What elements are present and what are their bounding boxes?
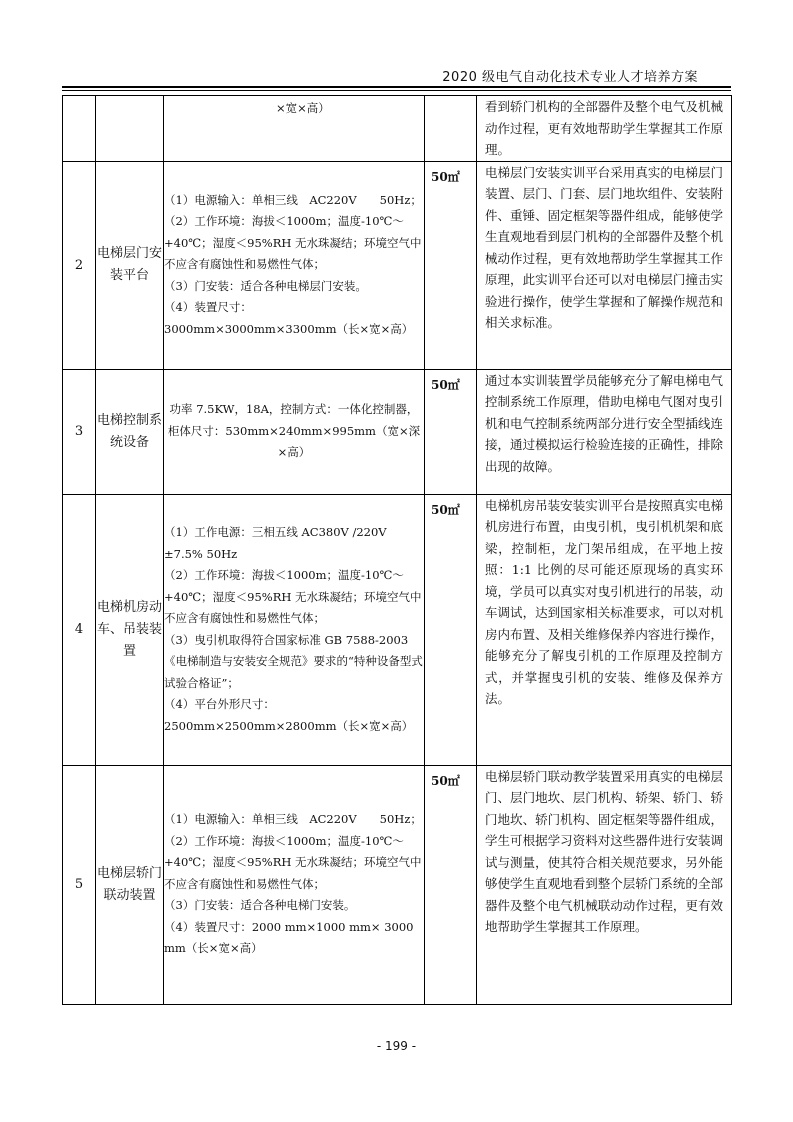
equipment-specs: [164, 494, 425, 765]
equipment-description: 电梯层门安装实训平台采用真实的电梯层门装置、层门、门套、层门地坎组件、安装附件、重锤、固定框架等器件组成，能够使学生直观地看到层门机构的全部器件及整个机械动作过程，更有效地帮助学生掌握其工作原理，此实训平台还可以对电梯层门撞击实验进行操作，使学生掌握和了解操作规范和相关求标准。: [477, 161, 732, 369]
equipment-name: 电梯机房动车、吊装装置: [96, 494, 164, 765]
area: [425, 96, 477, 162]
equipment-table: [62, 95, 732, 1005]
row-index: 2: [63, 161, 96, 369]
spec-line: （3）门安装：适合各种电梯层门安装。: [164, 278, 367, 293]
spec-line: （2）工作环境：海拔＜1000m；温度-10℃～+40℃；湿度＜95%RH 无水珠凝结；环境空气中不应含有腐蚀性和易燃性气体；: [164, 214, 422, 272]
spec-line: （4）装置尺寸：2000 mm×1000 mm× 3000 mm（长×宽×高）: [164, 919, 414, 956]
equipment-name: 电梯层门安装平台: [96, 161, 164, 369]
spec-line: ×宽×高）: [276, 101, 330, 115]
equipment-specs: [164, 369, 425, 494]
row-index: 3: [63, 369, 96, 494]
spec-line: （4）平台外形尺寸：2500mm×2500mm×2800mm（长×宽×高）: [164, 697, 414, 733]
equipment-description: 电梯层轿门联动教学装置采用真实的电梯层门、层门地坎、层门机构、轿架、轿门、轿门地坎、轿门机构、固定框架等器件组成，学生可根据学习资料对这些器件进行安装调试与测量，使其符合相关规范要求，另外能够使学生直观地看到整个层轿门系统的全部器件及整个电气机械联动动作过程，更有效地帮助学生掌握其工作原理。: [477, 765, 732, 1004]
page-number: - 199 -: [376, 1039, 417, 1053]
equipment-description: 通过本实训装置学员能够充分了解电梯电气控制系统工作原理，借助电梯电气图对曳引机和电气控制系统两部分进行安全型插线连接，通过模拟运行检验连接的正确性，排除出现的故障。: [477, 369, 732, 494]
area: 50㎡: [425, 494, 477, 765]
row-index: 4: [63, 494, 96, 765]
equipment-name: 电梯控制系统设备: [96, 369, 164, 494]
spec-line: （3）曳引机取得符合国家标准 GB 7588-2003《电梯制造与安装安全规范》要求的“特种设备型式试验合格证”；: [164, 632, 423, 690]
equipment-name: [96, 96, 164, 162]
table-row: [63, 369, 732, 494]
spec-line: （2）工作环境：海拔＜1000m；温度-10℃～+40℃；湿度＜95%RH 无水珠凝结；环境空气中不应含有腐蚀性和易燃性气体；: [164, 833, 422, 891]
area: 50㎡: [425, 765, 477, 1004]
area: 50㎡: [425, 161, 477, 369]
equipment-description: 电梯机房吊装安装实训平台是按照真实电梯机房进行布置，由曳引机，曳引机机架和底梁，控制柜，龙门架吊组成，在平地上按照：1:1 比例的尽可能还原现场的真实环境，学员可以真实对曳引机进行的吊装，动车调试，达到国家相关标准要求，可以对机房内布置、及相关维修保养内容进行操作，能够充分了解曳引机的工作原理及控制方式，并掌握曳引机的安装、维修及保养方法。: [477, 494, 732, 765]
equipment-specs: [164, 96, 425, 162]
row-index: 5: [63, 765, 96, 1004]
table-row: [63, 161, 732, 369]
header-rule-thin: [62, 90, 731, 91]
page-header-title: 2020 级电气自动化技术专业人才培养方案: [442, 70, 698, 85]
area: 50㎡: [425, 369, 477, 494]
spec-line: （1）工作电源：三相五线 AC380V /220V ±7.5% 50Hz: [164, 525, 387, 561]
spec-line: （4）装置尺寸：3000mm×3000mm×3300mm（长×宽×高）: [164, 300, 414, 336]
equipment-name: 电梯层轿门联动装置: [96, 765, 164, 1004]
equipment-specs: [164, 161, 425, 369]
spec-line: （2）工作环境：海拔＜1000m；温度-10℃～+40℃；湿度＜95%RH 无水珠凝结；环境空气中不应含有腐蚀性和易燃性气体；: [164, 568, 422, 625]
table-row: [63, 494, 732, 765]
table-row: [63, 765, 732, 1004]
spec-line: 功率 7.5KW，18A，控制方式：一体化控制器，柜体尺寸：530mm×240mm×995mm（宽×深×高）: [167, 402, 421, 460]
spec-line: （1）电源输入：单相三线 AC220V 50Hz；: [164, 812, 422, 827]
table-row: [63, 96, 732, 162]
equipment-description: 看到轿门机构的全部器件及整个电气及机械动作过程，更有效地帮助学生掌握其工作原理。: [477, 96, 732, 162]
header-rule: [62, 86, 731, 88]
row-index: [63, 96, 96, 162]
spec-line: （1）电源输入：单相三线 AC220V 50Hz；: [164, 192, 422, 207]
spec-line: （3）门安装：适合各种电梯门安装。: [164, 898, 356, 913]
equipment-specs: [164, 765, 425, 1004]
